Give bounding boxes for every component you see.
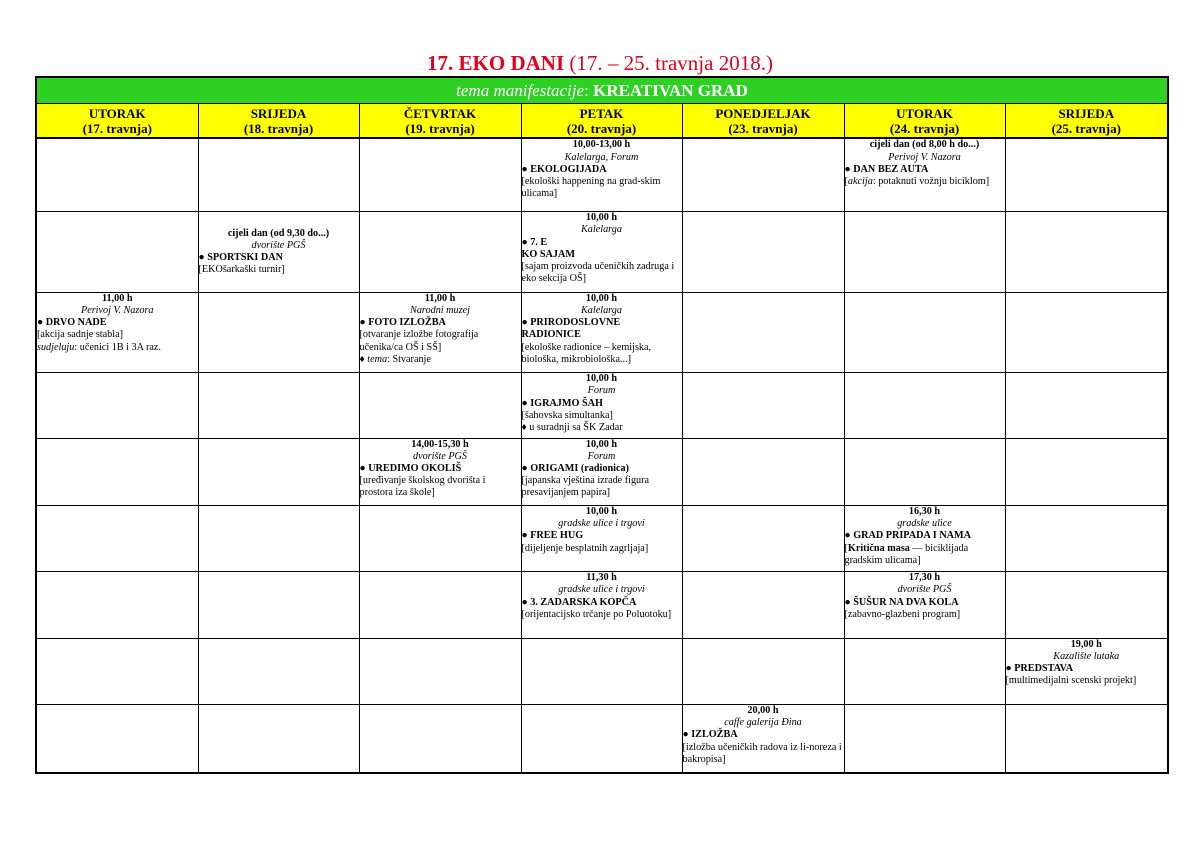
empty-cell bbox=[844, 438, 1005, 505]
event-time: 10,00 h bbox=[585, 373, 618, 385]
extra-rest: : učenici 1B i 3A raz. bbox=[74, 341, 161, 353]
empty-cell bbox=[682, 638, 844, 704]
event-place: Kalelarga, Forum bbox=[564, 151, 639, 163]
event-name: KO SAJAM bbox=[521, 248, 575, 260]
schedule-row bbox=[36, 505, 1168, 571]
event-place: dvorište PGŠ bbox=[412, 450, 468, 462]
extra-rest: : Stvaranje bbox=[387, 353, 431, 365]
event-cell bbox=[521, 572, 682, 638]
empty-cell bbox=[36, 638, 198, 704]
event-desc: [EKOšarkaški turnir] bbox=[198, 264, 285, 276]
event-cell bbox=[359, 292, 521, 372]
event-name: ● ORIGAMI (radionica) bbox=[521, 462, 629, 474]
event-name: ● UREDIMO OKOLIŠ bbox=[359, 462, 462, 474]
event-time: 11,00 h bbox=[101, 292, 133, 304]
empty-cell bbox=[682, 572, 844, 638]
event-place: gradske ulice i trgovi bbox=[558, 518, 645, 530]
event-name: ● FOTO IZLOŽBA bbox=[359, 317, 446, 329]
day-name: ČETVRTAK bbox=[403, 105, 477, 121]
extra-prefix: ♦ bbox=[359, 353, 368, 365]
event-place: Forum bbox=[587, 385, 616, 397]
day-date: (17. travnja) bbox=[82, 120, 152, 136]
empty-cell bbox=[1005, 705, 1168, 773]
event-time: 10,00 h bbox=[585, 212, 618, 224]
event-cell bbox=[198, 212, 359, 292]
theme-banner bbox=[36, 77, 1168, 104]
schedule-row bbox=[36, 373, 1168, 438]
day-name: PETAK bbox=[579, 105, 624, 121]
event-cell bbox=[844, 138, 1005, 211]
event-desc bbox=[845, 176, 1005, 188]
desc-rest: — biciklijada gradskim ulicama] bbox=[844, 542, 969, 566]
empty-cell bbox=[682, 438, 844, 505]
day-date: (19. travnja) bbox=[405, 120, 475, 136]
empty-cell bbox=[359, 138, 521, 211]
schedule-row bbox=[36, 138, 1168, 211]
empty-cell bbox=[36, 373, 198, 438]
empty-cell bbox=[682, 212, 844, 292]
event-cell bbox=[1005, 638, 1168, 704]
title-main: 17. EKO DANI bbox=[427, 51, 565, 75]
day-date: (25. travnja) bbox=[1051, 120, 1121, 136]
empty-cell bbox=[1005, 292, 1168, 372]
event-place: gradske ulice i trgovi bbox=[558, 584, 645, 596]
event-place: Kazalište lutaka bbox=[1053, 650, 1120, 662]
empty-cell bbox=[521, 638, 682, 704]
event-desc: [šahovska simultanka] bbox=[521, 409, 613, 421]
theme-value: KREATIVAN GRAD bbox=[593, 80, 748, 100]
empty-cell bbox=[1005, 572, 1168, 638]
event-name: ● 7. E bbox=[521, 236, 548, 248]
event-desc: [sajam proizvoda učeničkih zadruga i eko sekcija OŠ] bbox=[521, 261, 675, 285]
event-time: 20,00 h bbox=[747, 705, 779, 717]
event-desc: [japanska vještina izrade figura presavijanjem papira] bbox=[521, 475, 650, 499]
day-header bbox=[682, 104, 844, 139]
empty-cell bbox=[359, 212, 521, 292]
event-name: ● PREDSTAVA bbox=[1005, 663, 1074, 675]
empty-cell bbox=[198, 705, 359, 773]
event-desc bbox=[845, 543, 1005, 567]
extra-italic: sudjeluju bbox=[37, 341, 75, 353]
desc-bracket: [ bbox=[844, 175, 848, 187]
event-desc: [orijentacijsko trčanje po Poluotoku] bbox=[521, 608, 672, 620]
empty-cell bbox=[36, 505, 198, 571]
event-time: 10,00 h bbox=[585, 292, 618, 304]
empty-cell bbox=[1005, 438, 1168, 505]
event-cell bbox=[844, 572, 1005, 638]
event-place: Kalelarga bbox=[581, 224, 622, 236]
empty-cell bbox=[682, 138, 844, 211]
event-desc: [ekološki happening na grad-skim ulicama] bbox=[521, 175, 661, 200]
event-place: Forum bbox=[587, 450, 616, 462]
event-cell bbox=[521, 438, 682, 505]
event-desc: [izložba učeničkih radova iz li-noreza i bakropisa] bbox=[682, 741, 842, 765]
empty-cell bbox=[198, 292, 359, 372]
empty-cell bbox=[359, 705, 521, 773]
schedule-table bbox=[35, 76, 1169, 774]
event-name: ● FREE HUG bbox=[521, 530, 584, 542]
theme-separator: : bbox=[584, 80, 594, 100]
empty-cell bbox=[198, 373, 359, 438]
empty-cell bbox=[844, 705, 1005, 773]
empty-cell bbox=[1005, 505, 1168, 571]
day-date: (18. travnja) bbox=[243, 120, 314, 136]
event-desc: [akcija sadnje stabla] bbox=[37, 329, 123, 341]
event-place: Perivoj V. Nazora bbox=[888, 151, 961, 163]
empty-cell bbox=[36, 438, 198, 505]
event-name: ● DRVO NADE bbox=[37, 317, 107, 329]
event-name: ● DAN BEZ AUTA bbox=[844, 163, 929, 175]
event-cell bbox=[36, 292, 198, 372]
schedule-row bbox=[36, 705, 1168, 773]
event-time: cijeli dan (od 8,00 h do...) bbox=[869, 139, 980, 151]
day-name: SRIJEDA bbox=[250, 105, 307, 121]
day-header-row bbox=[36, 104, 1168, 139]
empty-cell bbox=[359, 638, 521, 704]
event-place: caffe galerija Đina bbox=[724, 717, 802, 729]
empty-cell bbox=[198, 505, 359, 571]
empty-cell bbox=[1005, 212, 1168, 292]
schedule-row bbox=[36, 572, 1168, 638]
event-cell bbox=[682, 705, 844, 773]
event-name: ● ŠUŠUR NA DVA KOLA bbox=[844, 596, 959, 608]
event-time: 11,30 h bbox=[586, 572, 617, 584]
day-header bbox=[1005, 104, 1168, 139]
event-cell bbox=[521, 212, 682, 292]
event-time: 10,00 h bbox=[585, 438, 618, 450]
empty-cell bbox=[682, 373, 844, 438]
day-date: (23. travnja) bbox=[728, 120, 798, 136]
event-place: Kalelarga bbox=[581, 304, 622, 316]
desc-rest: : potaknuti vožnju biciklom] bbox=[872, 175, 990, 187]
event-place: dvorište PGŠ bbox=[251, 239, 306, 251]
day-header bbox=[521, 104, 682, 139]
day-name: UTORAK bbox=[896, 105, 953, 121]
day-name: SRIJEDA bbox=[1058, 105, 1115, 121]
event-place: gradske ulice bbox=[897, 518, 952, 530]
event-place: Perivoj V. Nazora bbox=[80, 304, 154, 316]
desc-bold: Kritična masa bbox=[847, 542, 910, 554]
empty-cell bbox=[36, 212, 198, 292]
day-header bbox=[359, 104, 521, 139]
schedule-row bbox=[36, 212, 1168, 292]
event-place: Narodni muzej bbox=[410, 304, 470, 316]
event-desc: [otvaranje izložbe fotografija učenika/ca OŠ i SŠ] bbox=[359, 329, 479, 353]
event-time: 14,00-15,30 h bbox=[411, 438, 469, 450]
theme-label: tema manifestacije bbox=[456, 80, 585, 100]
event-cell bbox=[521, 292, 682, 372]
event-name: ● IZLOŽBA bbox=[682, 729, 738, 741]
event-extra bbox=[37, 342, 198, 354]
event-cell bbox=[844, 505, 1005, 571]
desc-italic: akcija bbox=[847, 175, 873, 187]
empty-cell bbox=[844, 212, 1005, 292]
theme-row bbox=[36, 77, 1168, 104]
desc-bracket: [ bbox=[844, 542, 848, 554]
empty-cell bbox=[198, 438, 359, 505]
schedule-row bbox=[36, 638, 1168, 704]
empty-cell bbox=[359, 505, 521, 571]
event-desc: [ekološke radionice – kemijska, biološka, mikrobiološka...] bbox=[521, 341, 652, 365]
event-name: ● PRIRODOSLOVNE RADIONICE bbox=[521, 317, 621, 341]
event-cell bbox=[521, 505, 682, 571]
empty-cell bbox=[844, 373, 1005, 438]
empty-cell bbox=[359, 373, 521, 438]
event-cell bbox=[521, 138, 682, 211]
event-name: ● 3. ZADARSKA KOPČA bbox=[521, 596, 637, 608]
event-time: 19,00 h bbox=[1070, 638, 1102, 650]
event-extra bbox=[360, 354, 521, 366]
event-name: ● SPORTSKI DAN bbox=[198, 251, 283, 263]
schedule-row bbox=[36, 438, 1168, 505]
event-cell bbox=[359, 438, 521, 505]
extra-italic: tema bbox=[367, 353, 388, 365]
day-header bbox=[36, 104, 198, 139]
empty-cell bbox=[521, 705, 682, 773]
event-desc: [multimedijalni scenski projekt] bbox=[1005, 675, 1137, 687]
empty-cell bbox=[844, 292, 1005, 372]
empty-cell bbox=[36, 572, 198, 638]
event-name: ● EKOLOGIJADA bbox=[521, 163, 607, 175]
page-title bbox=[0, 51, 1200, 75]
event-name: ● IGRAJMO ŠAH bbox=[521, 397, 603, 409]
event-name: ● GRAD PRIPADA I NAMA bbox=[844, 530, 972, 542]
event-desc: [uređivanje školskog dvorišta i prostora iza škole] bbox=[359, 475, 486, 499]
day-date: (24. travnja) bbox=[889, 120, 960, 136]
event-desc: [dijeljenje besplatnih zagrljaja] bbox=[521, 542, 649, 554]
event-time: cijeli dan (od 9,30 do...) bbox=[227, 227, 330, 239]
day-header bbox=[198, 104, 359, 139]
day-date: (20. travnja) bbox=[566, 120, 637, 136]
empty-cell bbox=[682, 505, 844, 571]
empty-cell bbox=[198, 572, 359, 638]
title-dates: (17. – 25. travnja 2018.) bbox=[564, 51, 773, 75]
empty-cell bbox=[198, 138, 359, 211]
event-time: 11,00 h bbox=[424, 292, 456, 304]
event-place: dvorište PGŠ bbox=[897, 584, 952, 596]
event-time: 10,00 h bbox=[585, 505, 618, 517]
event-time: 17,30 h bbox=[908, 572, 941, 584]
event-desc: [zabavno-glazbeni program] bbox=[844, 608, 961, 620]
day-name: UTORAK bbox=[88, 105, 146, 121]
schedule-row bbox=[36, 292, 1168, 372]
empty-cell bbox=[36, 705, 198, 773]
empty-cell bbox=[844, 638, 1005, 704]
event-time: 10,00-13,00 h bbox=[572, 139, 631, 151]
day-name: PONEDJELJAK bbox=[715, 105, 811, 121]
empty-cell bbox=[682, 292, 844, 372]
day-header bbox=[844, 104, 1005, 139]
empty-cell bbox=[1005, 373, 1168, 438]
empty-cell bbox=[1005, 138, 1168, 211]
event-cell bbox=[521, 373, 682, 438]
empty-cell bbox=[36, 138, 198, 211]
event-time: 16,30 h bbox=[908, 505, 941, 517]
event-extra: ♦ u suradnji sa ŠK Zadar bbox=[521, 421, 623, 433]
empty-cell bbox=[359, 572, 521, 638]
empty-cell bbox=[198, 638, 359, 704]
